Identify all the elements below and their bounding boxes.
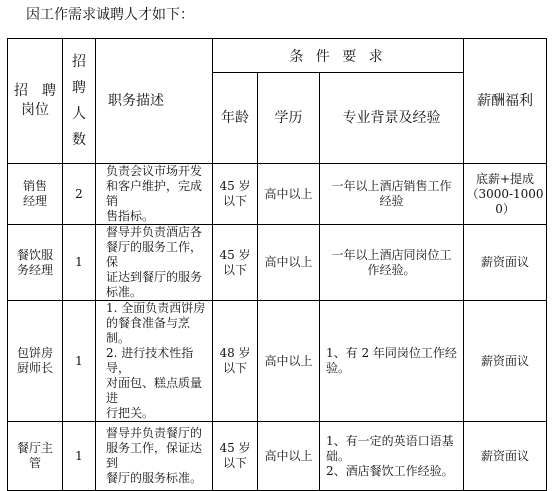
background-cell: 1、有 2 年同岗位工作经验。	[320, 301, 464, 422]
position-line: 厨师长	[16, 361, 53, 375]
position-cell	[8, 225, 63, 301]
salary-line: 底薪+提成	[475, 171, 535, 186]
count-cell: 1	[63, 225, 96, 301]
header-headcount-char: 人	[72, 106, 86, 122]
age-line: 45 岁	[219, 247, 251, 262]
description-cell	[96, 164, 213, 225]
description-line: 的餐食准备与烹制。	[106, 316, 191, 345]
header-salary: 薪酬福利	[464, 39, 547, 164]
position-cell	[8, 164, 63, 225]
age-line: 以下	[222, 262, 247, 277]
age-cell	[213, 225, 258, 301]
salary-cell: 薪资面议	[464, 225, 547, 301]
header-conditions: 条 件 要 求	[213, 39, 464, 73]
education-cell: 高中以上	[258, 301, 320, 422]
position-line: 餐饮服	[16, 247, 53, 262]
header-headcount	[63, 39, 96, 164]
position-line: 经理	[22, 194, 47, 208]
description-line: 行把关。	[106, 406, 155, 420]
header-background: 专业背景及经验	[320, 73, 464, 164]
header-position-line: 招 聘	[14, 83, 56, 99]
description-line: 督导并负责餐厅的	[106, 426, 203, 440]
position-line: 餐厅主	[16, 441, 53, 455]
salary-cell: 薪资面议	[464, 301, 547, 422]
position-line: 销售	[22, 179, 47, 193]
header-headcount-char: 数	[72, 132, 86, 148]
description-line: 2. 进行技术性指导，	[106, 346, 194, 375]
background-line: 经验	[379, 194, 404, 208]
age-cell	[213, 301, 258, 422]
salary-cell	[464, 164, 547, 225]
age-line: 以下	[222, 456, 247, 470]
table-row	[8, 225, 547, 301]
description-line: 餐厅的服务工作，保	[106, 240, 203, 269]
description-cell	[96, 301, 213, 422]
background-line: 2、酒店餐饮工作经验。	[326, 463, 454, 478]
education-cell: 高中以上	[258, 422, 320, 491]
intro-text: 因工作需求诚聘人才如下：	[26, 7, 194, 23]
position-cell	[8, 301, 63, 422]
age-line: 以下	[222, 361, 247, 375]
background-line: 1、有一定的英语口语基	[326, 433, 454, 448]
education-cell: 高中以上	[258, 225, 320, 301]
background-cell	[320, 225, 464, 301]
description-line: 督导并负责酒店各	[106, 225, 203, 239]
header-headcount-char: 聘	[72, 80, 86, 96]
background-line: 础。	[326, 448, 351, 463]
header-position-line: 岗位	[21, 102, 49, 118]
age-cell	[213, 422, 258, 491]
description-cell	[96, 422, 213, 491]
header-headcount-char: 招	[72, 54, 86, 70]
header-row-1	[8, 39, 547, 73]
age-line: 48 岁	[219, 346, 251, 360]
description-line: 和客户维护，完成销	[106, 179, 203, 208]
background-cell	[320, 164, 464, 225]
count-cell: 1	[63, 301, 96, 422]
salary-cell: 薪资面议	[464, 422, 547, 491]
position-line: 包饼房	[16, 346, 53, 360]
background-line: 一年以上酒店销售工作	[331, 179, 452, 193]
description-cell	[96, 225, 213, 301]
background-cell	[320, 422, 464, 491]
count-cell: 2	[63, 164, 96, 225]
header-education: 学历	[258, 73, 320, 164]
position-line: 管	[28, 456, 41, 470]
salary-line: 0）	[495, 201, 515, 216]
age-line: 以下	[222, 194, 247, 208]
background-line: 作经验。	[367, 262, 416, 277]
header-position	[8, 39, 63, 164]
age-line: 45 岁	[219, 179, 251, 193]
description-line: 售指标。	[106, 209, 155, 223]
background-line: 一年以上酒店同岗位工	[331, 247, 452, 262]
recruitment-table	[7, 38, 547, 491]
description-line: 服务工作，保证达到	[106, 441, 203, 470]
header-age: 年龄	[213, 73, 258, 164]
description-line: 餐厅的服务标准。	[106, 471, 203, 485]
table-row	[8, 164, 547, 225]
table-row	[8, 301, 547, 422]
education-cell: 高中以上	[258, 164, 320, 225]
age-cell	[213, 164, 258, 225]
description-line: 对面包、糕点质量进	[106, 376, 203, 405]
description-line: 证达到餐厅的服务	[106, 270, 203, 284]
table-row	[8, 422, 547, 491]
description-line: 标准。	[106, 285, 143, 299]
count-cell: 1	[63, 422, 96, 491]
description-line: 负责会议市场开发	[106, 164, 203, 178]
salary-line: （3000-1000	[466, 186, 544, 201]
description-line: 1. 全面负责西饼房	[106, 301, 206, 315]
header-description: 职务描述	[96, 39, 213, 164]
position-line: 务经理	[16, 262, 53, 277]
position-cell	[8, 422, 63, 491]
age-line: 45 岁	[219, 441, 251, 455]
